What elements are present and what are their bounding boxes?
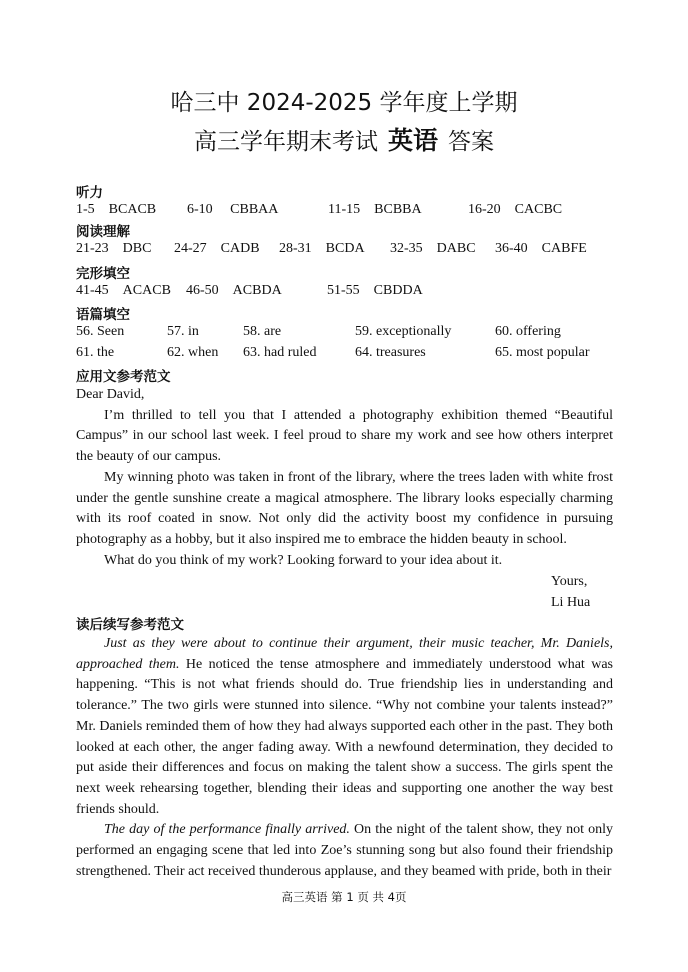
grammar-answer: 63. had ruled (243, 345, 317, 360)
section-heading-practical-writing: 应用文参考范文 (76, 369, 171, 385)
answer-group: 11-15 BCBBA (328, 202, 422, 217)
grammar-answer: 56. Seen (76, 324, 125, 339)
grammar-answer: 62. when (167, 345, 219, 360)
continuation-writing-essay (76, 634, 613, 882)
section-heading-grammar-fill: 语篇填空 (76, 307, 130, 323)
exam-title-line-1: 哈三中 2024-2025 学年度上学期 (170, 90, 518, 116)
practical-writing-letter (76, 385, 613, 571)
grammar-answer: 57. in (167, 324, 199, 339)
answer-group: 36-40 CABFE (495, 241, 587, 256)
given-opening-sentence: Just as they were about to continue their argument, their music teacher, Mr. Daniels, approached them. (76, 636, 613, 672)
grammar-answer: 61. the (76, 345, 115, 360)
essay-paragraph: Just as they were about to continue their argument, their music teacher, Mr. Daniels, approached them. He noticed the tense atmosphere and immediately understood what was happening. “This is not what friends should do. True friendship lies in understanding and tolerance.” The two girls were stunned into silence. “Why not combine your talents instead?” Mr. Daniels reminded them of how they had always supported each other in the past. They both looked at each other, the anger fading away. With a newfound determination, they decided to put aside their differences and focus on making the talent show a success. The girls spent the next week rehearsing together, blending their ideas and supporting one another the way best friends should. (76, 636, 614, 817)
answer-group: 21-23 DBC (76, 241, 152, 256)
given-opening-sentence: The day of the performance finally arrived. (104, 822, 350, 838)
title-suffix: 答案 (448, 129, 494, 155)
letter-paragraph: What do you think of my work? Looking forward to your idea about it. (104, 552, 503, 568)
answer-group: 41-45 ACACB (76, 283, 171, 298)
answer-group: 28-31 BCDA (279, 241, 365, 256)
grammar-answer: 59. exceptionally (355, 324, 452, 339)
title-prefix: 高三学年期末考试 (193, 129, 378, 155)
answer-group: 46-50 ACBDA (186, 283, 282, 298)
essay-paragraph: The day of the performance finally arrived. On the night of the talent show, they not only performed an engaging scene that led into Zoe’s stunning song but also found their friendship strengthened. Their act received thunderous applause, and they beamed with pride, both in their (76, 822, 613, 879)
section-heading-continuation-writing: 读后续写参考范文 (76, 617, 184, 633)
section-heading-reading: 阅读理解 (76, 224, 130, 240)
grammar-answer: 60. offering (495, 324, 561, 339)
letter-salutation: Dear David, (76, 387, 145, 402)
page-footer: 高三英语 第 1 页 共 4页 (281, 890, 407, 904)
answer-group: 16-20 CACBC (468, 202, 563, 217)
exam-title-line-2 (0, 121, 688, 157)
section-heading-cloze: 完形填空 (76, 266, 130, 282)
section-heading-listening: 听力 (76, 185, 103, 201)
grammar-answer: 65. most popular (495, 345, 590, 360)
answer-group: 1-5 BCACB (76, 202, 157, 217)
letter-signature: Li Hua (551, 595, 591, 610)
subject-name: 英语 (387, 126, 438, 155)
grammar-answer: 64. treasures (355, 345, 426, 360)
grammar-answer: 58. are (243, 324, 282, 339)
letter-closing: Yours, (551, 574, 588, 589)
answer-group: 51-55 CBDDA (327, 283, 423, 298)
answer-group: 24-27 CADB (174, 241, 260, 256)
answer-group: 32-35 DABC (390, 241, 476, 256)
answer-group: 6-10 CBBAA (187, 202, 279, 217)
letter-paragraph: I’m thrilled to tell you that I attended a photography exhibition themed “Beautiful Campus” in our school last week. I feel proud to share my work and see how others interpret the beauty of our campus. (76, 407, 613, 465)
letter-paragraph: My winning photo was taken in front of the library, where the trees laden with white frost under the gentle sunshine create a magical atmosphere. The library looks especially charming with its roof coated in snow. Not only did the activity boost my confidence in pursuing photography as a hobby, but it also inspired me to embrace the hidden beauty in school. (76, 469, 613, 547)
